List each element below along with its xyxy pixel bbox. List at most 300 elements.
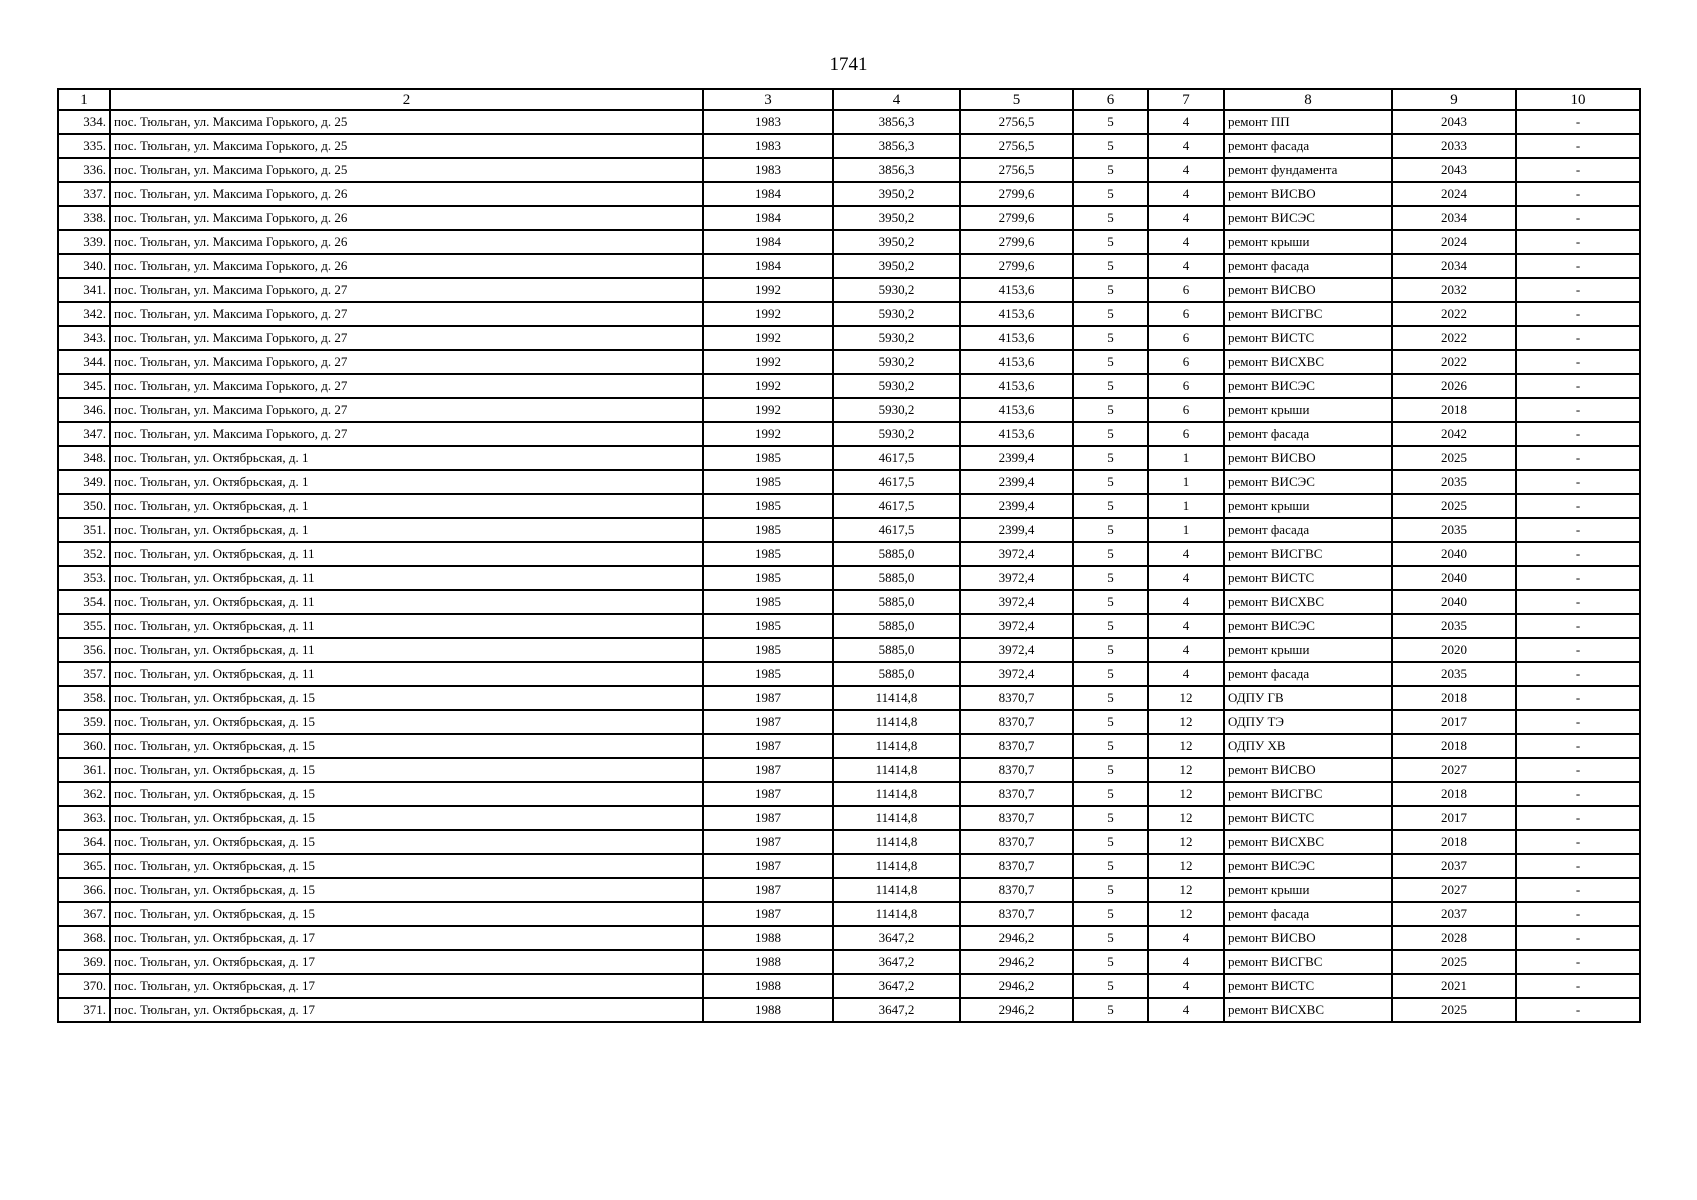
cell-total-area: 5930,2 bbox=[833, 350, 960, 374]
cell-floors: 5 bbox=[1073, 590, 1148, 614]
cell-planned-year: 2020 bbox=[1392, 638, 1516, 662]
column-header: 8 bbox=[1224, 89, 1392, 110]
cell-planned-year: 2025 bbox=[1392, 998, 1516, 1022]
cell-total-area: 11414,8 bbox=[833, 878, 960, 902]
cell-note: - bbox=[1516, 230, 1640, 254]
cell-address: пос. Тюльган, ул. Октябрьская, д. 15 bbox=[110, 758, 703, 782]
cell-address: пос. Тюльган, ул. Максима Горького, д. 27 bbox=[110, 398, 703, 422]
cell-floors: 5 bbox=[1073, 566, 1148, 590]
cell-planned-year: 2024 bbox=[1392, 182, 1516, 206]
cell-entrances: 12 bbox=[1148, 782, 1224, 806]
cell-year-built: 1992 bbox=[703, 398, 833, 422]
cell-planned-year: 2022 bbox=[1392, 326, 1516, 350]
cell-year-built: 1988 bbox=[703, 974, 833, 998]
cell-total-area: 4617,5 bbox=[833, 470, 960, 494]
cell-year-built: 1987 bbox=[703, 878, 833, 902]
cell-total-area: 5885,0 bbox=[833, 590, 960, 614]
cell-year-built: 1987 bbox=[703, 758, 833, 782]
cell-floors: 5 bbox=[1073, 998, 1148, 1022]
cell-note: - bbox=[1516, 494, 1640, 518]
cell-year-built: 1985 bbox=[703, 662, 833, 686]
cell-row-number: 359. bbox=[58, 710, 110, 734]
cell-address: пос. Тюльган, ул. Октябрьская, д. 15 bbox=[110, 806, 703, 830]
cell-row-number: 348. bbox=[58, 446, 110, 470]
cell-living-area: 4153,6 bbox=[960, 422, 1073, 446]
cell-row-number: 355. bbox=[58, 614, 110, 638]
table-row bbox=[58, 566, 1640, 590]
cell-total-area: 3950,2 bbox=[833, 230, 960, 254]
cell-entrances: 4 bbox=[1148, 254, 1224, 278]
cell-planned-year: 2027 bbox=[1392, 878, 1516, 902]
cell-planned-year: 2037 bbox=[1392, 854, 1516, 878]
cell-year-built: 1987 bbox=[703, 902, 833, 926]
cell-entrances: 6 bbox=[1148, 326, 1224, 350]
cell-floors: 5 bbox=[1073, 206, 1148, 230]
cell-living-area: 3972,4 bbox=[960, 662, 1073, 686]
column-header: 3 bbox=[703, 89, 833, 110]
cell-planned-year: 2025 bbox=[1392, 494, 1516, 518]
cell-work-type: ремонт ВИСХВС bbox=[1224, 998, 1392, 1022]
cell-row-number: 338. bbox=[58, 206, 110, 230]
cell-work-type: ремонт ВИСВО bbox=[1224, 446, 1392, 470]
cell-entrances: 4 bbox=[1148, 950, 1224, 974]
cell-living-area: 2799,6 bbox=[960, 182, 1073, 206]
cell-work-type: ремонт ВИСЭС bbox=[1224, 374, 1392, 398]
table-row bbox=[58, 278, 1640, 302]
cell-work-type: ремонт ВИСЭС bbox=[1224, 614, 1392, 638]
cell-address: пос. Тюльган, ул. Максима Горького, д. 27 bbox=[110, 326, 703, 350]
cell-floors: 5 bbox=[1073, 734, 1148, 758]
table-row bbox=[58, 350, 1640, 374]
cell-address: пос. Тюльган, ул. Октябрьская, д. 15 bbox=[110, 830, 703, 854]
table-row bbox=[58, 710, 1640, 734]
table-row bbox=[58, 134, 1640, 158]
cell-note: - bbox=[1516, 734, 1640, 758]
table-row bbox=[58, 758, 1640, 782]
cell-total-area: 5885,0 bbox=[833, 614, 960, 638]
cell-entrances: 4 bbox=[1148, 110, 1224, 134]
table-row bbox=[58, 254, 1640, 278]
cell-year-built: 1992 bbox=[703, 350, 833, 374]
cell-row-number: 353. bbox=[58, 566, 110, 590]
cell-floors: 5 bbox=[1073, 350, 1148, 374]
cell-note: - bbox=[1516, 110, 1640, 134]
cell-row-number: 354. bbox=[58, 590, 110, 614]
cell-note: - bbox=[1516, 830, 1640, 854]
cell-floors: 5 bbox=[1073, 326, 1148, 350]
cell-work-type: ОДПУ ТЭ bbox=[1224, 710, 1392, 734]
cell-row-number: 351. bbox=[58, 518, 110, 542]
column-header: 6 bbox=[1073, 89, 1148, 110]
cell-year-built: 1987 bbox=[703, 686, 833, 710]
cell-total-area: 4617,5 bbox=[833, 446, 960, 470]
cell-address: пос. Тюльган, ул. Октябрьская, д. 15 bbox=[110, 734, 703, 758]
cell-planned-year: 2018 bbox=[1392, 686, 1516, 710]
cell-total-area: 11414,8 bbox=[833, 854, 960, 878]
cell-note: - bbox=[1516, 134, 1640, 158]
table-row bbox=[58, 686, 1640, 710]
cell-row-number: 340. bbox=[58, 254, 110, 278]
cell-note: - bbox=[1516, 278, 1640, 302]
cell-address: пос. Тюльган, ул. Октябрьская, д. 1 bbox=[110, 518, 703, 542]
cell-total-area: 11414,8 bbox=[833, 734, 960, 758]
table-row bbox=[58, 950, 1640, 974]
cell-note: - bbox=[1516, 326, 1640, 350]
cell-address: пос. Тюльган, ул. Максима Горького, д. 25 bbox=[110, 158, 703, 182]
cell-year-built: 1985 bbox=[703, 614, 833, 638]
cell-living-area: 2946,2 bbox=[960, 998, 1073, 1022]
cell-planned-year: 2033 bbox=[1392, 134, 1516, 158]
table-row bbox=[58, 398, 1640, 422]
cell-row-number: 352. bbox=[58, 542, 110, 566]
cell-planned-year: 2040 bbox=[1392, 590, 1516, 614]
cell-entrances: 4 bbox=[1148, 614, 1224, 638]
cell-year-built: 1985 bbox=[703, 470, 833, 494]
cell-work-type: ремонт ВИСГВС bbox=[1224, 302, 1392, 326]
cell-year-built: 1984 bbox=[703, 182, 833, 206]
cell-total-area: 5930,2 bbox=[833, 398, 960, 422]
table-row bbox=[58, 926, 1640, 950]
cell-floors: 5 bbox=[1073, 710, 1148, 734]
cell-note: - bbox=[1516, 350, 1640, 374]
cell-planned-year: 2018 bbox=[1392, 782, 1516, 806]
table-row bbox=[58, 782, 1640, 806]
cell-floors: 5 bbox=[1073, 830, 1148, 854]
cell-work-type: ремонт фасада bbox=[1224, 134, 1392, 158]
cell-row-number: 346. bbox=[58, 398, 110, 422]
cell-address: пос. Тюльган, ул. Октябрьская, д. 15 bbox=[110, 878, 703, 902]
cell-floors: 5 bbox=[1073, 638, 1148, 662]
cell-row-number: 367. bbox=[58, 902, 110, 926]
cell-total-area: 11414,8 bbox=[833, 710, 960, 734]
cell-work-type: ремонт ВИСВО bbox=[1224, 926, 1392, 950]
cell-address: пос. Тюльган, ул. Октябрьская, д. 15 bbox=[110, 902, 703, 926]
cell-note: - bbox=[1516, 470, 1640, 494]
cell-work-type: ремонт ВИСГВС bbox=[1224, 782, 1392, 806]
cell-total-area: 5885,0 bbox=[833, 566, 960, 590]
cell-floors: 5 bbox=[1073, 470, 1148, 494]
table-row bbox=[58, 974, 1640, 998]
cell-year-built: 1985 bbox=[703, 446, 833, 470]
cell-planned-year: 2022 bbox=[1392, 302, 1516, 326]
cell-work-type: ремонт фасада bbox=[1224, 902, 1392, 926]
table-row bbox=[58, 614, 1640, 638]
cell-total-area: 3950,2 bbox=[833, 182, 960, 206]
cell-floors: 5 bbox=[1073, 302, 1148, 326]
column-header: 5 bbox=[960, 89, 1073, 110]
cell-note: - bbox=[1516, 182, 1640, 206]
cell-total-area: 4617,5 bbox=[833, 494, 960, 518]
cell-floors: 5 bbox=[1073, 806, 1148, 830]
cell-living-area: 8370,7 bbox=[960, 878, 1073, 902]
cell-work-type: ремонт ВИСТС bbox=[1224, 566, 1392, 590]
cell-planned-year: 2035 bbox=[1392, 662, 1516, 686]
table-row bbox=[58, 494, 1640, 518]
cell-year-built: 1992 bbox=[703, 278, 833, 302]
cell-year-built: 1985 bbox=[703, 518, 833, 542]
cell-year-built: 1992 bbox=[703, 302, 833, 326]
cell-entrances: 6 bbox=[1148, 422, 1224, 446]
cell-work-type: ремонт ВИСТС bbox=[1224, 326, 1392, 350]
cell-note: - bbox=[1516, 974, 1640, 998]
table-row bbox=[58, 110, 1640, 134]
cell-year-built: 1984 bbox=[703, 206, 833, 230]
cell-living-area: 4153,6 bbox=[960, 374, 1073, 398]
cell-total-area: 5930,2 bbox=[833, 302, 960, 326]
cell-note: - bbox=[1516, 998, 1640, 1022]
column-header: 10 bbox=[1516, 89, 1640, 110]
cell-address: пос. Тюльган, ул. Максима Горького, д. 26 bbox=[110, 206, 703, 230]
cell-floors: 5 bbox=[1073, 182, 1148, 206]
cell-total-area: 3950,2 bbox=[833, 254, 960, 278]
cell-total-area: 11414,8 bbox=[833, 758, 960, 782]
cell-total-area: 4617,5 bbox=[833, 518, 960, 542]
cell-entrances: 4 bbox=[1148, 926, 1224, 950]
cell-work-type: ремонт ВИСЭС bbox=[1224, 206, 1392, 230]
cell-work-type: ремонт ВИСХВС bbox=[1224, 830, 1392, 854]
cell-row-number: 364. bbox=[58, 830, 110, 854]
cell-row-number: 344. bbox=[58, 350, 110, 374]
cell-row-number: 347. bbox=[58, 422, 110, 446]
cell-planned-year: 2034 bbox=[1392, 206, 1516, 230]
cell-total-area: 5930,2 bbox=[833, 422, 960, 446]
cell-row-number: 342. bbox=[58, 302, 110, 326]
cell-entrances: 6 bbox=[1148, 398, 1224, 422]
cell-year-built: 1983 bbox=[703, 158, 833, 182]
cell-row-number: 370. bbox=[58, 974, 110, 998]
cell-entrances: 12 bbox=[1148, 830, 1224, 854]
cell-floors: 5 bbox=[1073, 854, 1148, 878]
cell-address: пос. Тюльган, ул. Максима Горького, д. 27 bbox=[110, 278, 703, 302]
cell-note: - bbox=[1516, 854, 1640, 878]
cell-row-number: 349. bbox=[58, 470, 110, 494]
cell-total-area: 5885,0 bbox=[833, 542, 960, 566]
cell-planned-year: 2018 bbox=[1392, 830, 1516, 854]
cell-year-built: 1983 bbox=[703, 134, 833, 158]
table-row bbox=[58, 422, 1640, 446]
cell-planned-year: 2027 bbox=[1392, 758, 1516, 782]
cell-note: - bbox=[1516, 758, 1640, 782]
cell-planned-year: 2026 bbox=[1392, 374, 1516, 398]
cell-work-type: ремонт ПП bbox=[1224, 110, 1392, 134]
cell-planned-year: 2034 bbox=[1392, 254, 1516, 278]
cell-total-area: 5885,0 bbox=[833, 662, 960, 686]
cell-address: пос. Тюльган, ул. Октябрьская, д. 1 bbox=[110, 470, 703, 494]
column-header: 1 bbox=[58, 89, 110, 110]
cell-note: - bbox=[1516, 446, 1640, 470]
cell-living-area: 8370,7 bbox=[960, 902, 1073, 926]
cell-floors: 5 bbox=[1073, 374, 1148, 398]
cell-note: - bbox=[1516, 206, 1640, 230]
cell-entrances: 12 bbox=[1148, 710, 1224, 734]
cell-work-type: ремонт ВИСГВС bbox=[1224, 950, 1392, 974]
cell-entrances: 6 bbox=[1148, 278, 1224, 302]
cell-row-number: 341. bbox=[58, 278, 110, 302]
cell-address: пос. Тюльган, ул. Максима Горького, д. 25 bbox=[110, 134, 703, 158]
cell-note: - bbox=[1516, 254, 1640, 278]
cell-living-area: 8370,7 bbox=[960, 734, 1073, 758]
cell-floors: 5 bbox=[1073, 782, 1148, 806]
cell-floors: 5 bbox=[1073, 446, 1148, 470]
cell-planned-year: 2042 bbox=[1392, 422, 1516, 446]
table-row bbox=[58, 590, 1640, 614]
cell-note: - bbox=[1516, 518, 1640, 542]
cell-total-area: 3856,3 bbox=[833, 158, 960, 182]
cell-work-type: ремонт ВИСВО bbox=[1224, 278, 1392, 302]
cell-work-type: ремонт ВИСТС bbox=[1224, 806, 1392, 830]
cell-floors: 5 bbox=[1073, 110, 1148, 134]
cell-entrances: 4 bbox=[1148, 158, 1224, 182]
cell-planned-year: 2035 bbox=[1392, 518, 1516, 542]
cell-planned-year: 2021 bbox=[1392, 974, 1516, 998]
cell-note: - bbox=[1516, 950, 1640, 974]
cell-planned-year: 2017 bbox=[1392, 806, 1516, 830]
cell-note: - bbox=[1516, 614, 1640, 638]
cell-planned-year: 2037 bbox=[1392, 902, 1516, 926]
cell-address: пос. Тюльган, ул. Октябрьская, д. 1 bbox=[110, 494, 703, 518]
table-row bbox=[58, 302, 1640, 326]
cell-row-number: 362. bbox=[58, 782, 110, 806]
cell-year-built: 1984 bbox=[703, 230, 833, 254]
cell-planned-year: 2018 bbox=[1392, 734, 1516, 758]
cell-floors: 5 bbox=[1073, 518, 1148, 542]
cell-planned-year: 2035 bbox=[1392, 614, 1516, 638]
cell-entrances: 1 bbox=[1148, 446, 1224, 470]
cell-address: пос. Тюльган, ул. Октябрьская, д. 17 bbox=[110, 998, 703, 1022]
cell-year-built: 1985 bbox=[703, 566, 833, 590]
cell-floors: 5 bbox=[1073, 974, 1148, 998]
table-row bbox=[58, 542, 1640, 566]
cell-entrances: 4 bbox=[1148, 134, 1224, 158]
cell-entrances: 6 bbox=[1148, 302, 1224, 326]
cell-living-area: 3972,4 bbox=[960, 614, 1073, 638]
cell-total-area: 3856,3 bbox=[833, 110, 960, 134]
cell-floors: 5 bbox=[1073, 278, 1148, 302]
cell-note: - bbox=[1516, 566, 1640, 590]
cell-living-area: 2399,4 bbox=[960, 494, 1073, 518]
cell-year-built: 1988 bbox=[703, 998, 833, 1022]
cell-living-area: 2799,6 bbox=[960, 206, 1073, 230]
cell-note: - bbox=[1516, 686, 1640, 710]
table-row bbox=[58, 158, 1640, 182]
cell-entrances: 1 bbox=[1148, 518, 1224, 542]
cell-living-area: 2799,6 bbox=[960, 254, 1073, 278]
cell-work-type: ремонт фасада bbox=[1224, 662, 1392, 686]
cell-living-area: 2399,4 bbox=[960, 446, 1073, 470]
cell-floors: 5 bbox=[1073, 254, 1148, 278]
cell-address: пос. Тюльган, ул. Октябрьская, д. 11 bbox=[110, 614, 703, 638]
cell-work-type: ремонт фундамента bbox=[1224, 158, 1392, 182]
cell-row-number: 350. bbox=[58, 494, 110, 518]
cell-living-area: 2946,2 bbox=[960, 926, 1073, 950]
table-body bbox=[58, 110, 1640, 1022]
cell-year-built: 1987 bbox=[703, 830, 833, 854]
cell-entrances: 4 bbox=[1148, 566, 1224, 590]
cell-address: пос. Тюльган, ул. Максима Горького, д. 26 bbox=[110, 254, 703, 278]
cell-note: - bbox=[1516, 926, 1640, 950]
cell-planned-year: 2040 bbox=[1392, 542, 1516, 566]
cell-entrances: 12 bbox=[1148, 854, 1224, 878]
cell-floors: 5 bbox=[1073, 614, 1148, 638]
header-row bbox=[58, 89, 1640, 110]
cell-living-area: 8370,7 bbox=[960, 806, 1073, 830]
table-row bbox=[58, 182, 1640, 206]
cell-row-number: 368. bbox=[58, 926, 110, 950]
column-header: 4 bbox=[833, 89, 960, 110]
table-row bbox=[58, 806, 1640, 830]
cell-planned-year: 2017 bbox=[1392, 710, 1516, 734]
cell-planned-year: 2025 bbox=[1392, 950, 1516, 974]
cell-note: - bbox=[1516, 662, 1640, 686]
cell-entrances: 4 bbox=[1148, 230, 1224, 254]
cell-row-number: 358. bbox=[58, 686, 110, 710]
cell-work-type: ремонт ВИСГВС bbox=[1224, 542, 1392, 566]
cell-living-area: 2756,5 bbox=[960, 110, 1073, 134]
cell-floors: 5 bbox=[1073, 758, 1148, 782]
cell-work-type: ремонт крыши bbox=[1224, 398, 1392, 422]
table-row bbox=[58, 662, 1640, 686]
cell-entrances: 4 bbox=[1148, 974, 1224, 998]
cell-floors: 5 bbox=[1073, 950, 1148, 974]
cell-row-number: 356. bbox=[58, 638, 110, 662]
cell-floors: 5 bbox=[1073, 686, 1148, 710]
cell-entrances: 4 bbox=[1148, 638, 1224, 662]
cell-year-built: 1985 bbox=[703, 638, 833, 662]
table-row bbox=[58, 638, 1640, 662]
cell-address: пос. Тюльган, ул. Максима Горького, д. 25 bbox=[110, 110, 703, 134]
cell-living-area: 2399,4 bbox=[960, 518, 1073, 542]
cell-entrances: 6 bbox=[1148, 350, 1224, 374]
cell-address: пос. Тюльган, ул. Октябрьская, д. 11 bbox=[110, 662, 703, 686]
cell-planned-year: 2025 bbox=[1392, 446, 1516, 470]
cell-planned-year: 2018 bbox=[1392, 398, 1516, 422]
cell-total-area: 11414,8 bbox=[833, 782, 960, 806]
cell-total-area: 3950,2 bbox=[833, 206, 960, 230]
cell-year-built: 1987 bbox=[703, 854, 833, 878]
cell-address: пос. Тюльган, ул. Максима Горького, д. 27 bbox=[110, 350, 703, 374]
cell-entrances: 4 bbox=[1148, 590, 1224, 614]
cell-living-area: 8370,7 bbox=[960, 782, 1073, 806]
cell-floors: 5 bbox=[1073, 926, 1148, 950]
cell-floors: 5 bbox=[1073, 134, 1148, 158]
cell-entrances: 12 bbox=[1148, 878, 1224, 902]
cell-work-type: ОДПУ ГВ bbox=[1224, 686, 1392, 710]
cell-work-type: ремонт ВИСЭС bbox=[1224, 854, 1392, 878]
cell-address: пос. Тюльган, ул. Октябрьская, д. 1 bbox=[110, 446, 703, 470]
table-row bbox=[58, 830, 1640, 854]
table-row bbox=[58, 734, 1640, 758]
cell-note: - bbox=[1516, 806, 1640, 830]
cell-row-number: 334. bbox=[58, 110, 110, 134]
cell-floors: 5 bbox=[1073, 542, 1148, 566]
cell-entrances: 12 bbox=[1148, 902, 1224, 926]
cell-entrances: 1 bbox=[1148, 494, 1224, 518]
cell-note: - bbox=[1516, 638, 1640, 662]
cell-entrances: 12 bbox=[1148, 758, 1224, 782]
table-row bbox=[58, 470, 1640, 494]
cell-work-type: ОДПУ ХВ bbox=[1224, 734, 1392, 758]
cell-living-area: 8370,7 bbox=[960, 758, 1073, 782]
cell-planned-year: 2032 bbox=[1392, 278, 1516, 302]
cell-note: - bbox=[1516, 422, 1640, 446]
cell-address: пос. Тюльган, ул. Октябрьская, д. 15 bbox=[110, 686, 703, 710]
cell-note: - bbox=[1516, 398, 1640, 422]
cell-row-number: 369. bbox=[58, 950, 110, 974]
cell-total-area: 3647,2 bbox=[833, 950, 960, 974]
page-number: 1741 bbox=[829, 54, 868, 75]
cell-note: - bbox=[1516, 302, 1640, 326]
table-row bbox=[58, 998, 1640, 1022]
